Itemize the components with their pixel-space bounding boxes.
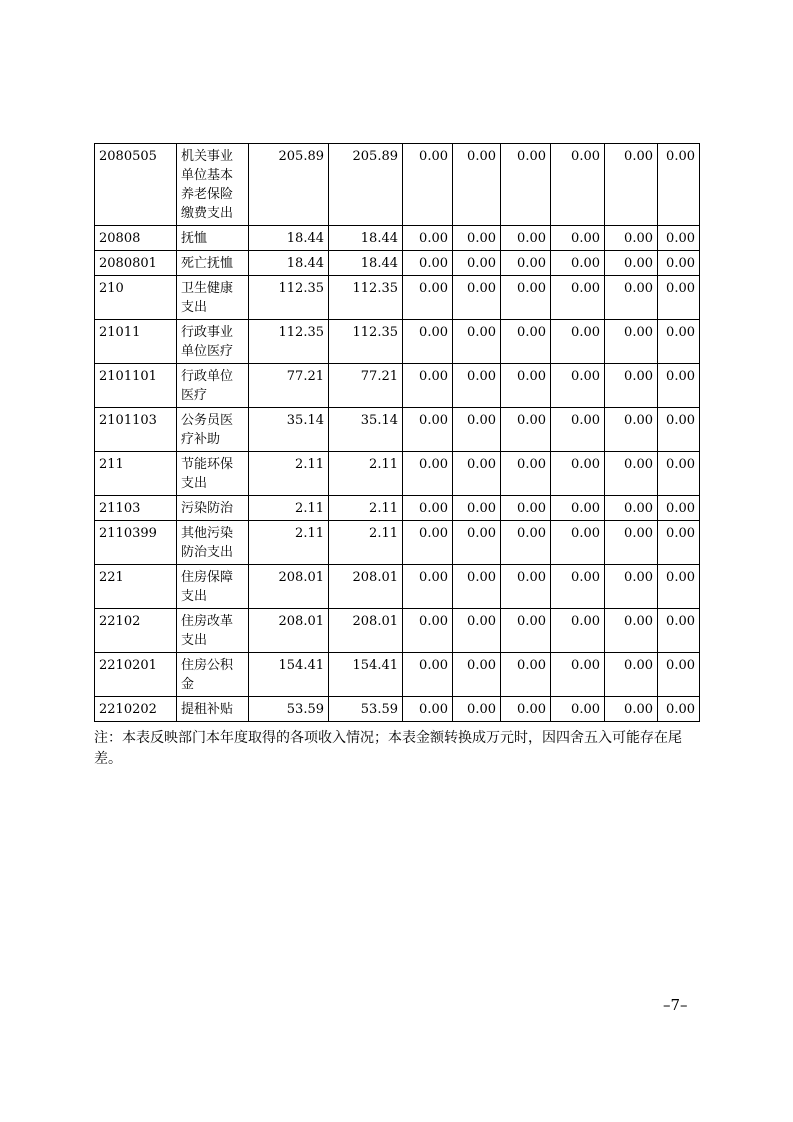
table-row <box>95 226 700 251</box>
cell-amount: 0.00 <box>453 496 501 521</box>
cell-subject-name: 死亡抚恤 <box>177 251 249 276</box>
cell-total: 154.41 <box>249 653 329 697</box>
cell-amount: 0.00 <box>658 653 700 697</box>
cell-subject-name: 住房保障支出 <box>177 565 249 609</box>
table-row <box>95 251 700 276</box>
cell-fiscal-appropriation: 18.44 <box>329 251 403 276</box>
cell-subject-name: 行政单位医疗 <box>177 364 249 408</box>
cell-subject-code: 2101103 <box>95 408 177 452</box>
cell-amount: 0.00 <box>605 653 658 697</box>
cell-amount: 0.00 <box>605 364 658 408</box>
cell-total: 35.14 <box>249 408 329 452</box>
cell-amount: 0.00 <box>605 276 658 320</box>
cell-amount: 0.00 <box>551 251 605 276</box>
cell-amount: 0.00 <box>453 609 501 653</box>
table-row <box>95 320 700 364</box>
cell-amount: 0.00 <box>605 452 658 496</box>
page-number: –7– <box>663 996 688 1014</box>
cell-amount: 0.00 <box>551 226 605 251</box>
cell-amount: 0.00 <box>501 496 551 521</box>
table-row <box>95 144 700 226</box>
cell-subject-code: 21011 <box>95 320 177 364</box>
table-row <box>95 452 700 496</box>
cell-amount: 0.00 <box>551 408 605 452</box>
cell-amount: 0.00 <box>403 320 453 364</box>
table-row <box>95 496 700 521</box>
cell-total: 208.01 <box>249 609 329 653</box>
cell-amount: 0.00 <box>605 496 658 521</box>
cell-amount: 0.00 <box>501 144 551 226</box>
table-note: 注：本表反映部门本年度取得的各项收入情况；本表金额转换成万元时，因四舍五入可能存在尾差。 <box>94 730 682 767</box>
cell-subject-name: 卫生健康支出 <box>177 276 249 320</box>
cell-subject-code: 20808 <box>95 226 177 251</box>
cell-amount: 0.00 <box>403 226 453 251</box>
cell-fiscal-appropriation: 208.01 <box>329 565 403 609</box>
cell-amount: 0.00 <box>501 320 551 364</box>
cell-amount: 0.00 <box>403 364 453 408</box>
cell-amount: 0.00 <box>658 144 700 226</box>
cell-fiscal-appropriation: 53.59 <box>329 697 403 722</box>
cell-fiscal-appropriation: 2.11 <box>329 452 403 496</box>
table-row <box>95 408 700 452</box>
cell-amount: 0.00 <box>605 320 658 364</box>
cell-total: 112.35 <box>249 320 329 364</box>
cell-subject-name: 行政事业单位医疗 <box>177 320 249 364</box>
cell-amount: 0.00 <box>403 452 453 496</box>
cell-total: 2.11 <box>249 496 329 521</box>
cell-amount: 0.00 <box>403 697 453 722</box>
cell-amount: 0.00 <box>403 144 453 226</box>
cell-amount: 0.00 <box>453 408 501 452</box>
cell-amount: 0.00 <box>658 320 700 364</box>
cell-subject-code: 221 <box>95 565 177 609</box>
cell-amount: 0.00 <box>658 408 700 452</box>
cell-amount: 0.00 <box>501 276 551 320</box>
cell-subject-name: 污染防治 <box>177 496 249 521</box>
cell-amount: 0.00 <box>551 609 605 653</box>
cell-amount: 0.00 <box>605 697 658 722</box>
cell-amount: 0.00 <box>658 496 700 521</box>
cell-amount: 0.00 <box>551 452 605 496</box>
cell-amount: 0.00 <box>501 697 551 722</box>
cell-amount: 0.00 <box>403 408 453 452</box>
cell-subject-name: 提租补贴 <box>177 697 249 722</box>
table-row <box>95 364 700 408</box>
cell-amount: 0.00 <box>551 276 605 320</box>
table-row <box>95 565 700 609</box>
cell-subject-code: 2210202 <box>95 697 177 722</box>
cell-amount: 0.00 <box>453 144 501 226</box>
cell-subject-name: 抚恤 <box>177 226 249 251</box>
cell-subject-name: 住房改革支出 <box>177 609 249 653</box>
cell-amount: 0.00 <box>658 364 700 408</box>
cell-amount: 0.00 <box>658 276 700 320</box>
cell-subject-name: 公务员医疗补助 <box>177 408 249 452</box>
cell-total: 18.44 <box>249 251 329 276</box>
cell-amount: 0.00 <box>403 251 453 276</box>
cell-amount: 0.00 <box>605 408 658 452</box>
cell-amount: 0.00 <box>453 226 501 251</box>
cell-amount: 0.00 <box>501 364 551 408</box>
cell-subject-code: 2080505 <box>95 144 177 226</box>
cell-amount: 0.00 <box>403 609 453 653</box>
cell-amount: 0.00 <box>453 364 501 408</box>
cell-amount: 0.00 <box>403 276 453 320</box>
cell-subject-name: 住房公积金 <box>177 653 249 697</box>
cell-amount: 0.00 <box>501 251 551 276</box>
cell-subject-code: 2210201 <box>95 653 177 697</box>
cell-amount: 0.00 <box>453 697 501 722</box>
cell-subject-code: 2110399 <box>95 521 177 565</box>
cell-subject-code: 2101101 <box>95 364 177 408</box>
cell-total: 53.59 <box>249 697 329 722</box>
cell-amount: 0.00 <box>551 320 605 364</box>
cell-subject-name: 其他污染防治支出 <box>177 521 249 565</box>
table-row <box>95 653 700 697</box>
cell-total: 2.11 <box>249 521 329 565</box>
cell-fiscal-appropriation: 154.41 <box>329 653 403 697</box>
cell-amount: 0.00 <box>551 364 605 408</box>
cell-amount: 0.00 <box>605 521 658 565</box>
cell-amount: 0.00 <box>605 144 658 226</box>
table-row <box>95 276 700 320</box>
cell-amount: 0.00 <box>453 320 501 364</box>
cell-amount: 0.00 <box>658 565 700 609</box>
cell-subject-code: 2080801 <box>95 251 177 276</box>
cell-total: 112.35 <box>249 276 329 320</box>
cell-amount: 0.00 <box>403 565 453 609</box>
cell-amount: 0.00 <box>403 521 453 565</box>
cell-total: 77.21 <box>249 364 329 408</box>
cell-amount: 0.00 <box>403 496 453 521</box>
cell-total: 208.01 <box>249 565 329 609</box>
cell-fiscal-appropriation: 18.44 <box>329 226 403 251</box>
cell-amount: 0.00 <box>605 226 658 251</box>
cell-fiscal-appropriation: 112.35 <box>329 276 403 320</box>
cell-amount: 0.00 <box>605 565 658 609</box>
cell-fiscal-appropriation: 2.11 <box>329 521 403 565</box>
cell-amount: 0.00 <box>551 653 605 697</box>
cell-amount: 0.00 <box>658 251 700 276</box>
cell-total: 2.11 <box>249 452 329 496</box>
cell-subject-code: 21103 <box>95 496 177 521</box>
cell-amount: 0.00 <box>551 144 605 226</box>
cell-amount: 0.00 <box>658 609 700 653</box>
table-body <box>95 144 700 722</box>
cell-amount: 0.00 <box>605 251 658 276</box>
cell-amount: 0.00 <box>501 452 551 496</box>
cell-amount: 0.00 <box>453 653 501 697</box>
cell-fiscal-appropriation: 205.89 <box>329 144 403 226</box>
cell-fiscal-appropriation: 2.11 <box>329 496 403 521</box>
cell-amount: 0.00 <box>551 565 605 609</box>
cell-amount: 0.00 <box>403 653 453 697</box>
cell-amount: 0.00 <box>551 521 605 565</box>
cell-amount: 0.00 <box>453 251 501 276</box>
cell-amount: 0.00 <box>501 408 551 452</box>
cell-amount: 0.00 <box>501 521 551 565</box>
cell-amount: 0.00 <box>453 452 501 496</box>
cell-total: 205.89 <box>249 144 329 226</box>
cell-amount: 0.00 <box>501 609 551 653</box>
cell-fiscal-appropriation: 112.35 <box>329 320 403 364</box>
table-row <box>95 609 700 653</box>
cell-total: 18.44 <box>249 226 329 251</box>
cell-amount: 0.00 <box>605 609 658 653</box>
table-row <box>95 521 700 565</box>
cell-subject-code: 210 <box>95 276 177 320</box>
cell-fiscal-appropriation: 77.21 <box>329 364 403 408</box>
cell-amount: 0.00 <box>501 565 551 609</box>
cell-amount: 0.00 <box>551 496 605 521</box>
cell-subject-code: 211 <box>95 452 177 496</box>
cell-subject-code: 22102 <box>95 609 177 653</box>
cell-fiscal-appropriation: 208.01 <box>329 609 403 653</box>
cell-subject-name: 机关事业单位基本养老保险缴费支出 <box>177 144 249 226</box>
income-table <box>94 143 700 722</box>
cell-amount: 0.00 <box>453 276 501 320</box>
cell-subject-name: 节能环保支出 <box>177 452 249 496</box>
cell-amount: 0.00 <box>501 653 551 697</box>
cell-amount: 0.00 <box>453 565 501 609</box>
cell-amount: 0.00 <box>658 452 700 496</box>
cell-amount: 0.00 <box>658 521 700 565</box>
cell-fiscal-appropriation: 35.14 <box>329 408 403 452</box>
table-row <box>95 697 700 722</box>
cell-amount: 0.00 <box>658 697 700 722</box>
cell-amount: 0.00 <box>501 226 551 251</box>
cell-amount: 0.00 <box>551 697 605 722</box>
cell-amount: 0.00 <box>658 226 700 251</box>
cell-amount: 0.00 <box>453 521 501 565</box>
